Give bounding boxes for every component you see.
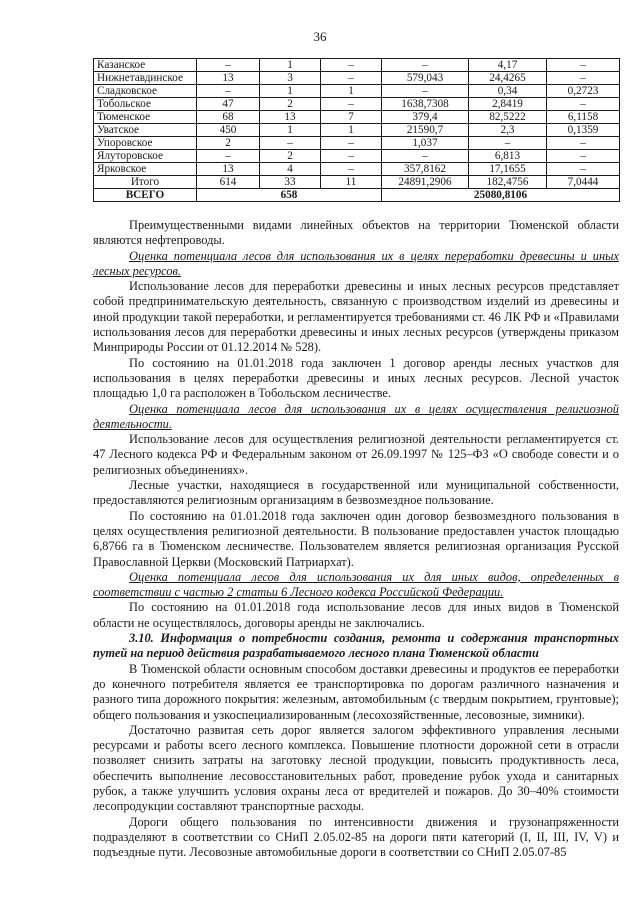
forestry-table [93,58,620,202]
cell: 579,043 [382,72,469,85]
cell: 2 [260,98,321,111]
cell: – [382,85,469,98]
row-name: Уватское [94,124,197,137]
cell: 3 [260,72,321,85]
cell: 7,0444 [547,176,620,189]
table-row [94,150,620,163]
paragraph: Достаточно развитая сеть дорог является залогом эффективного управления лесными ресурсами и работы всего лесного комплекса. Повышение плотности дорожной сети в отрасли позволяет снизить затраты на заготовку лесной продукции, повысить продуктивность леса, обеспечить выполнение лесовосстановительных работ, проведение рубок ухода и санитарных рубок, а также улучшить условия охраны леса от вредителей и пожаров. До 30–40% стоимости лесопродукции составляют транспортные расходы. [93,722,619,814]
table-row [94,111,620,124]
cell: – [382,59,469,72]
cell: – [547,150,620,163]
table-row [94,124,620,137]
cell: 6,813 [469,150,547,163]
grand-total-right: 25080,8106 [382,189,620,202]
cell: 17,1655 [469,163,547,176]
cell: 24,4265 [469,72,547,85]
cell: 11 [321,176,382,189]
subheading: Оценка потенциала лесов для использования их для иных видов, определенных в соответствии с частью 2 статьи 6 Лесного кодекса Российской Федерации. [93,569,619,600]
cell: – [547,98,620,111]
cell: 24891,2906 [382,176,469,189]
row-name: Казанское [94,59,197,72]
cell: 1638,7308 [382,98,469,111]
cell: – [382,150,469,163]
cell: – [197,85,260,98]
grand-total-label: ВСЕГО [94,189,197,202]
paragraph: По состоянию на 01.01.2018 года заключен один договор безвозмездного пользования в целях осуществления религиозной деятельности. В пользование предоставлен участок площадью 6,8766 га в Тюменском лесничестве. Пользователем является религиозная организация Русской Православной Церкви (Московский Патриархат). [93,508,619,569]
table-row [94,137,620,150]
paragraph: По состоянию на 01.01.2018 года использование лесов для иных видов в Тюменской области не осуществлялось, договоры аренды не заключались. [93,600,619,630]
cell: 13 [197,72,260,85]
cell: – [469,137,547,150]
cell: 4 [260,163,321,176]
paragraph: Использование лесов для осуществления религиозной деятельности регламентируется ст. 47 Лесного кодекса РФ и Федеральным законом от 26.09.1997 № 125–ФЗ «О свободе совести и о религиозных объединениях». [93,432,619,477]
row-name: Тобольское [94,98,197,111]
cell: 1,037 [382,137,469,150]
total-label: Итого [94,176,197,189]
cell: 357,8162 [382,163,469,176]
cell: – [547,137,620,150]
table-grand-total-row [94,189,620,202]
cell: 2,3 [469,124,547,137]
cell: – [321,150,382,163]
body-text [93,218,619,860]
cell: 450 [197,124,260,137]
cell: 182,4756 [469,176,547,189]
cell: 1 [321,124,382,137]
cell: 7 [321,111,382,124]
cell: 82,5222 [469,111,547,124]
cell: 1 [260,85,321,98]
cell: 0,34 [469,85,547,98]
cell: 0,2723 [547,85,620,98]
row-name: Тюменское [94,111,197,124]
cell: 33 [260,176,321,189]
cell: 21590,7 [382,124,469,137]
cell: 1 [260,59,321,72]
paragraph: По состоянию на 01.01.2018 года заключен 1 договор аренды лесных участков для использования в целях переработки древесины и иных лесных ресурсов. Лесной участок площадью 1,0 га расположен в Тобольском лесничестве. [93,355,619,401]
cell: 13 [197,163,260,176]
cell: 0,1359 [547,124,620,137]
row-name: Нижнетавдинское [94,72,197,85]
table-row [94,85,620,98]
cell: 68 [197,111,260,124]
cell: 2 [260,150,321,163]
row-name: Сладковское [94,85,197,98]
paragraph: Использование лесов для переработки древесины и иных лесных ресурсов представляет собой предпринимательскую деятельность, связанную с производством изделий из древесины и иной продукции такой переработки, и регламентируется требованиями ст. 46 ЛК РФ и «Правилами использования лесов для переработки древесины и иных лесных ресурсов (утверждены приказом Минприроды России от 01.12.2014 № 528). [93,279,619,355]
cell: – [547,72,620,85]
cell: – [197,150,260,163]
cell: 13 [260,111,321,124]
page-number: 36 [313,29,327,44]
table-total-row [94,176,620,189]
cell: – [321,163,382,176]
cell: 614 [197,176,260,189]
paragraph: Лесные участки, находящиеся в государственной или муниципальной собственности, предоставляются религиозным организациям в безвозмездное пользование. [93,478,619,508]
row-name: Ялуторовское [94,150,197,163]
row-name: Ярковское [94,163,197,176]
cell: – [547,163,620,176]
cell: 47 [197,98,260,111]
cell: 2,8419 [469,98,547,111]
subheading: Оценка потенциала лесов для использования их в целях переработки древесины и иных лесных ресурсов. [93,248,619,278]
cell: 4,17 [469,59,547,72]
paragraph: Преимущественными видами линейных объектов на территории Тюменской области являются нефтепроводы. [93,218,619,248]
subheading: Оценка потенциала лесов для использования их в целях осуществления религиозной деятельности. [93,401,619,431]
cell: – [321,59,382,72]
paragraph: Дороги общего пользования по интенсивности движения и грузонапряженности подразделяют в соответствии со СНиП 2.05.02-85 на дороги пяти категорий (I, II, III, IV, V) и подъездные пути. Лесовозные автомобильные дороги в соответствии со СНиП 2.05.07-85 [93,814,619,860]
table-row [94,72,620,85]
paragraph: В Тюменской области основным способом доставки древесины и продуктов ее переработки до конечного потребителя является ее транспортировка по дорогам различного назначения и разного типа дорожного покрытия: железным, автомобильным (с твердым покрытием, грунтовые); общего пользования и узкоспециализированным (лесохозяйственные, лесовозные, зимники). [93,661,619,722]
cell: – [321,72,382,85]
grand-total-left: 658 [197,189,382,202]
row-name: Упоровское [94,137,197,150]
cell: – [321,98,382,111]
table-row [94,59,620,72]
cell: 6,1158 [547,111,620,124]
table-row [94,163,620,176]
cell: 1 [321,85,382,98]
cell: 1 [260,124,321,137]
section-heading: 3.10. Информация о потребности создания, ремонта и содержания транспортных путей на период действия разрабатываемого лесного плана Тюменской области [93,631,619,661]
cell: 379,4 [382,111,469,124]
cell: – [197,59,260,72]
cell: – [260,137,321,150]
cell: – [321,137,382,150]
table-row [94,98,620,111]
cell: – [547,59,620,72]
cell: 2 [197,137,260,150]
